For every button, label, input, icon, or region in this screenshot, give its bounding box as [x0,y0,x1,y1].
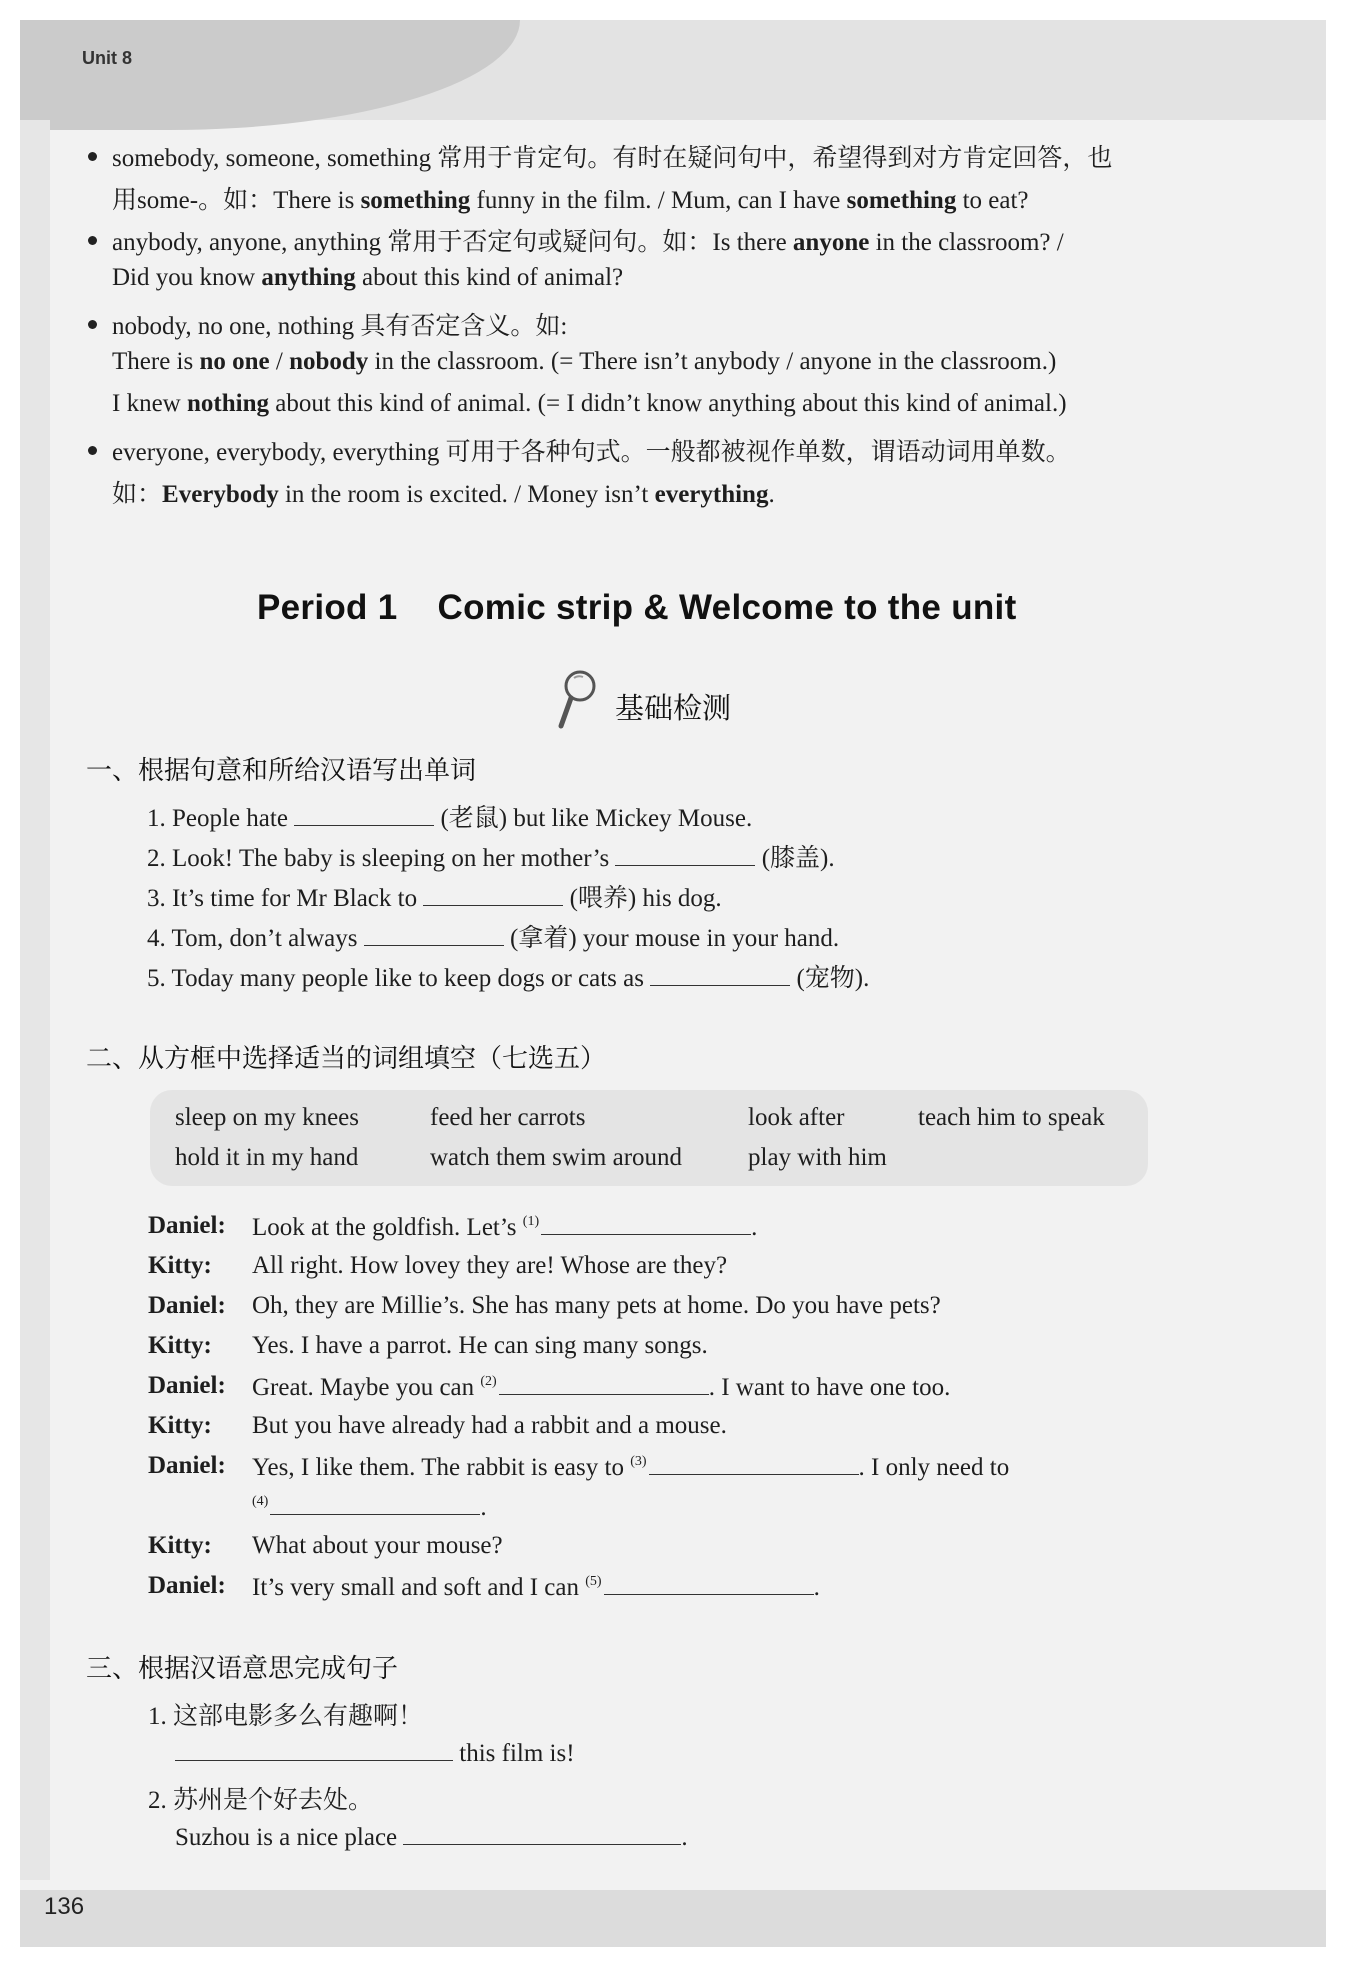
answer-blank[interactable] [650,963,790,986]
box-phrase: look after [748,1104,845,1131]
header-curve-decoration [20,20,520,130]
speaker-label: Daniel: [148,1452,226,1479]
answer-blank[interactable] [294,803,434,826]
dialogue-line: Yes. I have a parrot. He can sing many songs. [252,1332,708,1359]
box-phrase: feed her carrots [430,1104,586,1131]
answer-blank[interactable] [423,883,563,906]
note-text: I knew [112,390,187,417]
magnifier-icon [556,668,600,732]
note-text: There is [112,348,200,375]
blank-number: (1) [522,1214,540,1229]
footer-band [20,1890,1326,1947]
period-title [257,588,1017,628]
dialogue-text: Yes, I like them. The rabbit is easy to [252,1454,631,1481]
item-hint: (喂养) [569,885,637,912]
en-text: Suzhou is a nice place [175,1824,404,1851]
dialogue-line: All right. How lovey they are! Whose are they? [252,1252,728,1279]
bullet-icon [88,152,97,161]
note-text: nobody, no one, nothing 具有否定含义。如: [112,313,568,340]
note-bold: Everybody [162,481,279,508]
answer-blank[interactable] [270,1492,480,1515]
dialogue-line: What about your mouse? [252,1532,503,1559]
dialogue-line [252,1572,820,1602]
answer-blank[interactable] [615,843,755,866]
note-bold: something [846,187,957,214]
en-text: . [681,1824,688,1851]
dialogue-text: It’s very small and soft and I can [252,1574,586,1601]
speaker-label: Daniel: [148,1372,226,1399]
note-line [112,474,775,510]
cn-sentence: 2. 苏州是个好去处。 [148,1787,374,1814]
period-number: Period 1 [257,588,398,627]
note-text: in the classroom. (= There isn’t anybody / anyone in the classroom.) [368,348,1057,375]
box-phrase: watch them swim around [430,1144,683,1171]
item-text: his dog. [636,885,722,912]
item-text: . [863,965,870,992]
dialogue-line [252,1452,1009,1482]
note-line [112,180,1029,216]
note-text: in the room is excited. / Money isn’t [278,481,655,508]
section1-title: 一、根据句意和所给汉语写出单词 [86,755,477,785]
note-bold: no one [199,348,270,375]
note-bold: anyone [792,229,870,256]
note-line [112,348,1056,376]
dialogue-text: . I want to have one too. [708,1374,951,1401]
note-text: to eat? [956,187,1029,214]
note-line [112,222,1064,258]
note-text: somebody, someone, something 常用于肯定句。有时在疑问句中，希望得到对方肯定回答，也 [112,145,1113,172]
item-hint: (拿着) [510,925,577,952]
speaker-label: Kitty: [148,1532,212,1559]
note-text: in the classroom? / [869,229,1064,256]
dialogue-text: . [813,1574,820,1601]
list-item [147,918,839,954]
note-text: about this kind of animal? [355,264,624,291]
note-text: anybody, anyone, anything 常用于否定句或疑问句。如：Is there [112,229,793,256]
answer-blank[interactable] [175,1738,453,1761]
speaker-label: Daniel: [148,1572,226,1599]
list-item [147,798,752,834]
note-text: about this kind of animal. (= I didn’t know anything about this kind of animal.) [268,390,1067,417]
section3-title: 三、根据汉语意思完成句子 [86,1653,399,1683]
period-name: Comic strip & Welcome to the unit [437,588,1017,627]
note-line [112,390,1067,418]
box-phrase: play with him [748,1144,887,1171]
answer-blank[interactable] [541,1212,751,1235]
box-phrase: sleep on my knees [175,1104,359,1131]
answer-blank[interactable] [499,1372,709,1395]
dialogue-text: . [751,1214,758,1241]
en-sentence [175,1822,688,1852]
answer-blank[interactable] [604,1572,814,1595]
subheading: 基础检测 [615,693,732,725]
box-phrase: hold it in my hand [175,1144,359,1171]
header-band [20,20,1326,120]
speaker-label: Kitty: [148,1332,212,1359]
speaker-label: Daniel: [148,1292,226,1319]
note-bold: something [360,187,471,214]
note-line [112,432,1071,468]
item-text: 2. Look! The baby is sleeping on her mother’s [147,845,616,872]
blank-number: (2) [480,1374,497,1389]
note-text: Did you know [112,264,262,291]
item-text: . [828,845,835,872]
list-item [147,878,722,914]
note-bold: anything [261,264,356,291]
blank-number: (4) [252,1494,269,1509]
section2-title: 二、从方框中选择适当的词组填空（七选五） [86,1043,607,1073]
note-line [112,306,567,342]
dialogue-text: . [480,1494,487,1521]
bullet-icon [88,236,97,245]
dialogue-line [252,1372,950,1402]
box-phrase: teach him to speak [918,1104,1105,1131]
note-text: 如： [112,481,163,508]
en-sentence [175,1738,575,1768]
dialogue-line: Oh, they are Millie’s. She has many pets at home. Do you have pets? [252,1292,941,1319]
page-number: 136 [44,1893,85,1920]
unit-label: Unit 8 [82,48,133,68]
item-text: but like Mickey Mouse. [507,805,753,832]
answer-blank[interactable] [403,1822,681,1845]
dialogue-line [252,1212,757,1242]
item-text: your mouse in your hand. [576,925,840,952]
dialogue-text: . I only need to [858,1454,1010,1481]
dialogue-text: Great. Maybe you can [252,1374,481,1401]
dialogue-line: But you have already had a rabbit and a mouse. [252,1412,727,1439]
item-text: 5. Today many people like to keep dogs or cats as [147,965,651,992]
left-margin-band [20,120,50,1880]
cn-sentence: 1. 这部电影多么有趣啊！ [148,1703,424,1730]
note-text: 用some-。如：There is [112,187,361,214]
speaker-label: Daniel: [148,1212,226,1239]
dialogue-line [252,1492,487,1522]
note-text: funny in the film. / Mum, can I have [470,187,847,214]
note-text: everyone, everybody, everything 可用于各种句式。一般都被视作单数，谓语动词用单数。 [112,439,1071,466]
item-hint: (老鼠) [440,805,508,832]
note-line [112,138,1112,174]
en-text: this film is! [453,1740,575,1767]
answer-blank[interactable] [364,923,504,946]
item-hint: (膝盖) [761,845,829,872]
item-text: 4. Tom, don’t always [147,925,364,952]
item-text: 1. People hate [147,805,295,832]
note-bold: nobody [289,348,369,375]
dialogue-text: Look at the goldfish. Let’s [252,1214,523,1241]
answer-blank[interactable] [649,1452,859,1475]
speaker-label: Kitty: [148,1412,212,1439]
blank-number: (5) [585,1574,602,1589]
note-text: . [768,481,775,508]
note-bold: nothing [186,390,269,417]
bullet-icon [88,446,97,455]
speaker-label: Kitty: [148,1252,212,1279]
list-item [147,838,835,874]
note-line [112,264,623,292]
list-item [147,958,869,994]
bullet-icon [88,320,97,329]
item-text: 3. It’s time for Mr Black to [147,885,424,912]
note-bold: everything [654,481,769,508]
blank-number: (3) [630,1454,647,1469]
note-text: / [269,348,290,375]
item-hint: (宠物) [796,965,864,992]
